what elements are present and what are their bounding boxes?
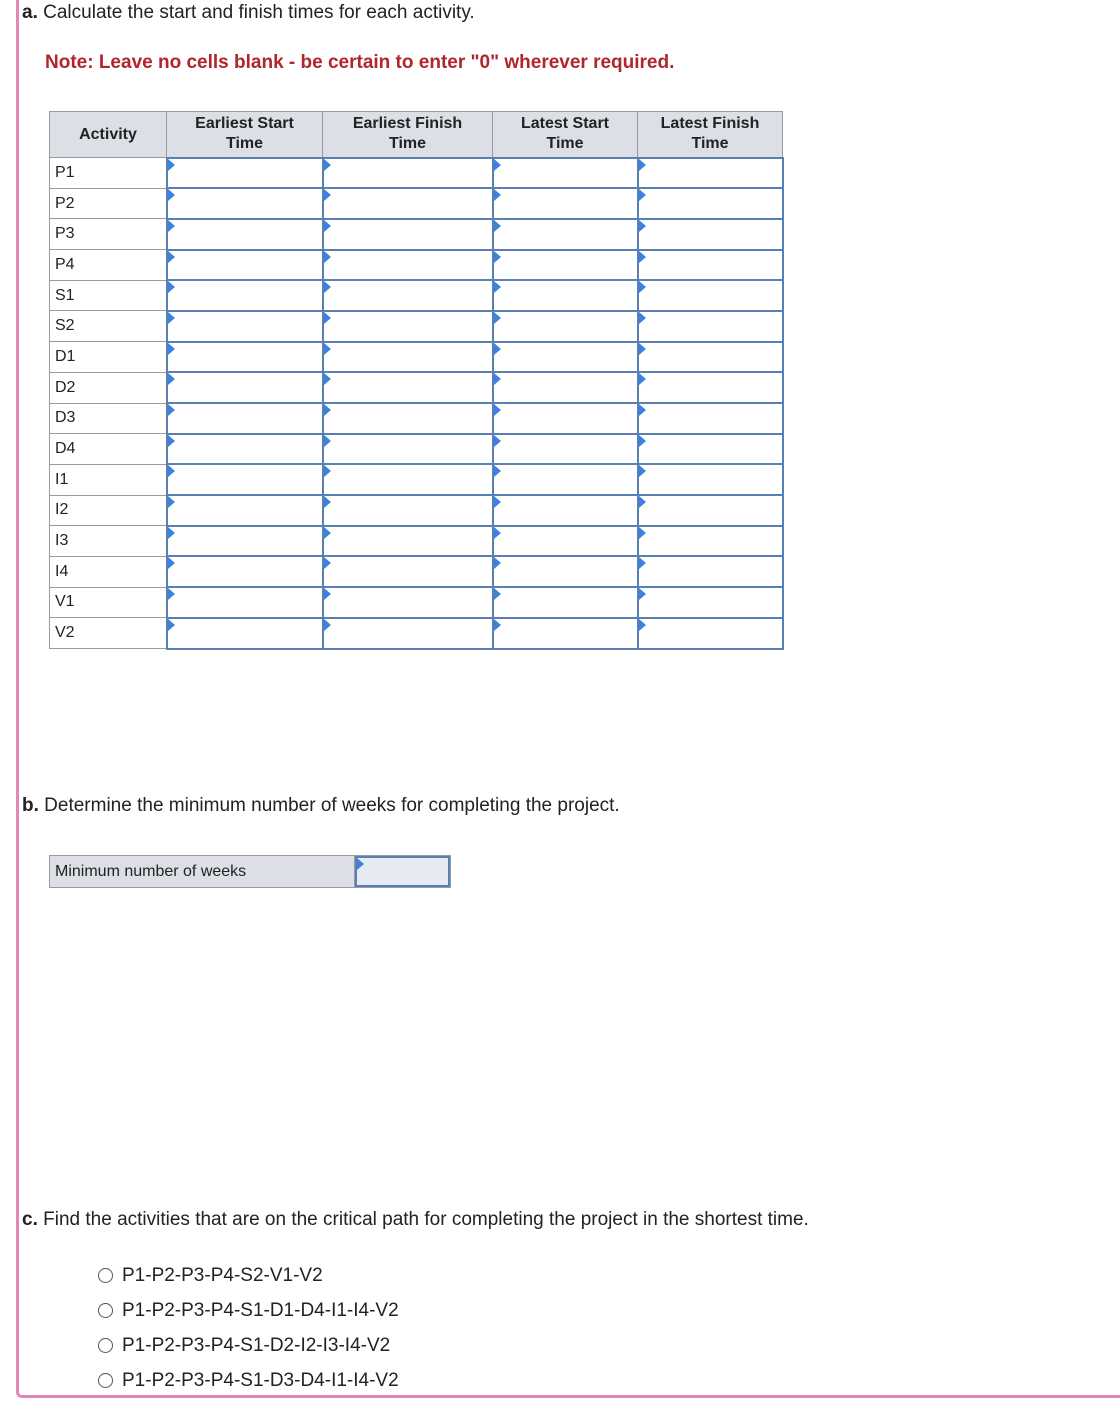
earliest-finish-input[interactable]	[324, 373, 492, 402]
radio-icon[interactable]	[98, 1268, 113, 1283]
earliest-finish-cell[interactable]	[323, 219, 493, 250]
earliest-start-input[interactable]	[168, 373, 322, 402]
latest-start-cell[interactable]	[493, 618, 638, 649]
latest-start-cell[interactable]	[493, 219, 638, 250]
latest-finish-cell[interactable]	[638, 556, 783, 587]
radio-icon[interactable]	[98, 1338, 113, 1353]
table-row	[50, 342, 783, 373]
earliest-finish-cell[interactable]	[323, 372, 493, 403]
earliest-finish-input[interactable]	[324, 404, 492, 433]
latest-start-input[interactable]	[494, 588, 637, 617]
earliest-start-input[interactable]	[168, 465, 322, 494]
latest-finish-cell[interactable]	[638, 158, 783, 189]
earliest-start-input[interactable]	[168, 220, 322, 249]
earliest-start-cell[interactable]	[167, 188, 323, 219]
header-latest-finish: Latest Finish Time	[638, 112, 783, 158]
part-a-prompt: a. Calculate the start and finish times for each activity.	[22, 2, 475, 23]
earliest-start-cell[interactable]	[167, 464, 323, 495]
critical-path-options	[98, 1258, 399, 1398]
latest-finish-input[interactable]	[639, 496, 782, 525]
earliest-finish-input[interactable]	[324, 281, 492, 310]
earliest-finish-cell[interactable]	[323, 280, 493, 311]
min-weeks-input[interactable]	[357, 858, 448, 885]
earliest-start-cell[interactable]	[167, 342, 323, 373]
latest-finish-input[interactable]	[639, 159, 782, 188]
table-row	[50, 464, 783, 495]
latest-start-input[interactable]	[494, 404, 637, 433]
latest-start-input[interactable]	[494, 465, 637, 494]
table-row	[50, 495, 783, 526]
table-row	[50, 434, 783, 465]
latest-finish-input[interactable]	[639, 435, 782, 464]
activity-label: I3	[50, 526, 167, 557]
latest-start-input[interactable]	[494, 251, 637, 280]
critical-path-option[interactable]: P1-P2-P3-P4-S1-D2-I2-I3-I4-V2	[98, 1328, 399, 1363]
latest-start-input[interactable]	[494, 373, 637, 402]
earliest-start-input[interactable]	[168, 159, 322, 188]
latest-finish-input[interactable]	[639, 527, 782, 556]
table-row	[50, 618, 783, 649]
activity-label: P2	[50, 188, 167, 219]
earliest-start-input[interactable]	[168, 496, 322, 525]
earliest-finish-input[interactable]	[324, 189, 492, 218]
activity-label: P1	[50, 158, 167, 189]
earliest-start-input[interactable]	[168, 189, 322, 218]
latest-finish-input[interactable]	[639, 557, 782, 586]
latest-finish-cell[interactable]	[638, 372, 783, 403]
activity-label: D3	[50, 403, 167, 434]
earliest-start-cell[interactable]	[167, 587, 323, 618]
earliest-start-input[interactable]	[168, 527, 322, 556]
table-row	[50, 158, 783, 189]
earliest-start-cell[interactable]	[167, 434, 323, 465]
header-latest-start: Latest Start Time	[493, 112, 638, 158]
table-row	[50, 280, 783, 311]
part-c-prompt: c. Find the activities that are on the critical path for completing the project in the shortest time.	[22, 1209, 809, 1230]
latest-finish-input[interactable]	[639, 251, 782, 280]
latest-start-input[interactable]	[494, 557, 637, 586]
part-b-prompt: b. Determine the minimum number of weeks for completing the project.	[22, 795, 620, 816]
latest-start-cell[interactable]	[493, 280, 638, 311]
radio-icon[interactable]	[98, 1373, 113, 1388]
earliest-start-cell[interactable]	[167, 250, 323, 281]
earliest-finish-input[interactable]	[324, 251, 492, 280]
latest-start-input[interactable]	[494, 312, 637, 341]
activity-label: D2	[50, 372, 167, 403]
latest-start-cell[interactable]	[493, 495, 638, 526]
latest-finish-cell[interactable]	[638, 618, 783, 649]
earliest-start-cell[interactable]	[167, 219, 323, 250]
latest-finish-cell[interactable]	[638, 219, 783, 250]
earliest-finish-input[interactable]	[324, 557, 492, 586]
latest-start-cell[interactable]	[493, 311, 638, 342]
latest-finish-input[interactable]	[639, 373, 782, 402]
earliest-start-input[interactable]	[168, 343, 322, 372]
earliest-finish-cell[interactable]	[323, 158, 493, 189]
latest-finish-cell[interactable]	[638, 342, 783, 373]
activity-label: D4	[50, 434, 167, 465]
earliest-finish-cell[interactable]	[323, 587, 493, 618]
latest-start-input[interactable]	[494, 281, 637, 310]
header-earliest-finish: Earliest Finish Time	[323, 112, 493, 158]
table-header-row	[50, 112, 783, 158]
latest-finish-input[interactable]	[639, 465, 782, 494]
latest-finish-input[interactable]	[639, 343, 782, 372]
latest-finish-cell[interactable]	[638, 280, 783, 311]
latest-start-input[interactable]	[494, 220, 637, 249]
earliest-finish-cell[interactable]	[323, 250, 493, 281]
latest-start-cell[interactable]	[493, 342, 638, 373]
latest-finish-cell[interactable]	[638, 526, 783, 557]
earliest-finish-cell[interactable]	[323, 311, 493, 342]
earliest-start-cell[interactable]	[167, 556, 323, 587]
latest-start-cell[interactable]	[493, 250, 638, 281]
earliest-start-input[interactable]	[168, 404, 322, 433]
latest-finish-input[interactable]	[639, 619, 782, 648]
latest-start-input[interactable]	[494, 496, 637, 525]
earliest-finish-input[interactable]	[324, 619, 492, 648]
earliest-start-input[interactable]	[168, 281, 322, 310]
activity-label: P4	[50, 250, 167, 281]
latest-start-cell[interactable]	[493, 403, 638, 434]
latest-finish-cell[interactable]	[638, 495, 783, 526]
earliest-start-cell[interactable]	[167, 158, 323, 189]
latest-finish-cell[interactable]	[638, 311, 783, 342]
activity-label: I4	[50, 556, 167, 587]
table-row	[50, 250, 783, 281]
earliest-finish-input[interactable]	[324, 588, 492, 617]
min-weeks-row	[49, 855, 451, 888]
earliest-finish-cell[interactable]	[323, 495, 493, 526]
earliest-finish-cell[interactable]	[323, 556, 493, 587]
earliest-start-input[interactable]	[168, 619, 322, 648]
earliest-finish-input[interactable]	[324, 220, 492, 249]
latest-finish-input[interactable]	[639, 588, 782, 617]
header-activity: Activity	[50, 112, 167, 158]
earliest-finish-cell[interactable]	[323, 464, 493, 495]
earliest-finish-cell[interactable]	[323, 403, 493, 434]
table-row	[50, 188, 783, 219]
earliest-start-input[interactable]	[168, 251, 322, 280]
earliest-start-cell[interactable]	[167, 495, 323, 526]
latest-finish-cell[interactable]	[638, 403, 783, 434]
earliest-finish-cell[interactable]	[323, 618, 493, 649]
earliest-start-cell[interactable]	[167, 526, 323, 557]
min-weeks-input-cell[interactable]	[355, 856, 450, 887]
activity-label: V2	[50, 618, 167, 649]
latest-finish-input[interactable]	[639, 281, 782, 310]
earliest-finish-cell[interactable]	[323, 188, 493, 219]
activity-label: P3	[50, 219, 167, 250]
activity-label: S2	[50, 311, 167, 342]
latest-start-input[interactable]	[494, 189, 637, 218]
earliest-start-cell[interactable]	[167, 311, 323, 342]
latest-finish-input[interactable]	[639, 220, 782, 249]
latest-start-input[interactable]	[494, 159, 637, 188]
earliest-finish-cell[interactable]	[323, 342, 493, 373]
earliest-finish-input[interactable]	[324, 343, 492, 372]
latest-start-cell[interactable]	[493, 434, 638, 465]
latest-finish-cell[interactable]	[638, 250, 783, 281]
latest-start-cell[interactable]	[493, 464, 638, 495]
latest-start-input[interactable]	[494, 435, 637, 464]
activity-times-table	[49, 111, 784, 650]
activity-label: I2	[50, 495, 167, 526]
earliest-finish-input[interactable]	[324, 159, 492, 188]
latest-finish-input[interactable]	[639, 404, 782, 433]
table-row	[50, 526, 783, 557]
radio-icon[interactable]	[98, 1303, 113, 1318]
earliest-finish-input[interactable]	[324, 312, 492, 341]
activity-label: I1	[50, 464, 167, 495]
note-text: Note: Leave no cells blank - be certain to enter "0" wherever required.	[45, 52, 675, 73]
earliest-finish-input[interactable]	[324, 527, 492, 556]
table-row	[50, 372, 783, 403]
min-weeks-label: Minimum number of weeks	[50, 856, 355, 887]
critical-path-option[interactable]: P1-P2-P3-P4-S1-D1-D4-I1-I4-V2	[98, 1293, 399, 1328]
latest-start-cell[interactable]	[493, 372, 638, 403]
latest-finish-input[interactable]	[639, 189, 782, 218]
latest-finish-cell[interactable]	[638, 464, 783, 495]
earliest-start-input[interactable]	[168, 312, 322, 341]
earliest-finish-input[interactable]	[324, 496, 492, 525]
header-earliest-start: Earliest Start Time	[167, 112, 323, 158]
latest-start-cell[interactable]	[493, 188, 638, 219]
activity-label: S1	[50, 280, 167, 311]
latest-finish-cell[interactable]	[638, 188, 783, 219]
earliest-start-cell[interactable]	[167, 403, 323, 434]
activity-label: D1	[50, 342, 167, 373]
earliest-finish-cell[interactable]	[323, 526, 493, 557]
latest-start-cell[interactable]	[493, 158, 638, 189]
table-row	[50, 219, 783, 250]
earliest-finish-input[interactable]	[324, 435, 492, 464]
earliest-start-input[interactable]	[168, 435, 322, 464]
latest-start-input[interactable]	[494, 343, 637, 372]
table-row	[50, 556, 783, 587]
earliest-start-input[interactable]	[168, 557, 322, 586]
latest-start-cell[interactable]	[493, 556, 638, 587]
critical-path-option[interactable]: P1-P2-P3-P4-S1-D3-D4-I1-I4-V2	[98, 1363, 399, 1398]
earliest-finish-input[interactable]	[324, 465, 492, 494]
earliest-start-input[interactable]	[168, 588, 322, 617]
latest-start-cell[interactable]	[493, 526, 638, 557]
latest-start-input[interactable]	[494, 527, 637, 556]
critical-path-option[interactable]: P1-P2-P3-P4-S2-V1-V2	[98, 1258, 399, 1293]
table-row	[50, 403, 783, 434]
latest-finish-input[interactable]	[639, 312, 782, 341]
earliest-start-cell[interactable]	[167, 618, 323, 649]
latest-start-cell[interactable]	[493, 587, 638, 618]
earliest-finish-cell[interactable]	[323, 434, 493, 465]
latest-finish-cell[interactable]	[638, 587, 783, 618]
latest-finish-cell[interactable]	[638, 434, 783, 465]
latest-start-input[interactable]	[494, 619, 637, 648]
earliest-start-cell[interactable]	[167, 372, 323, 403]
table-row	[50, 311, 783, 342]
earliest-start-cell[interactable]	[167, 280, 323, 311]
table-row	[50, 587, 783, 618]
activity-label: V1	[50, 587, 167, 618]
